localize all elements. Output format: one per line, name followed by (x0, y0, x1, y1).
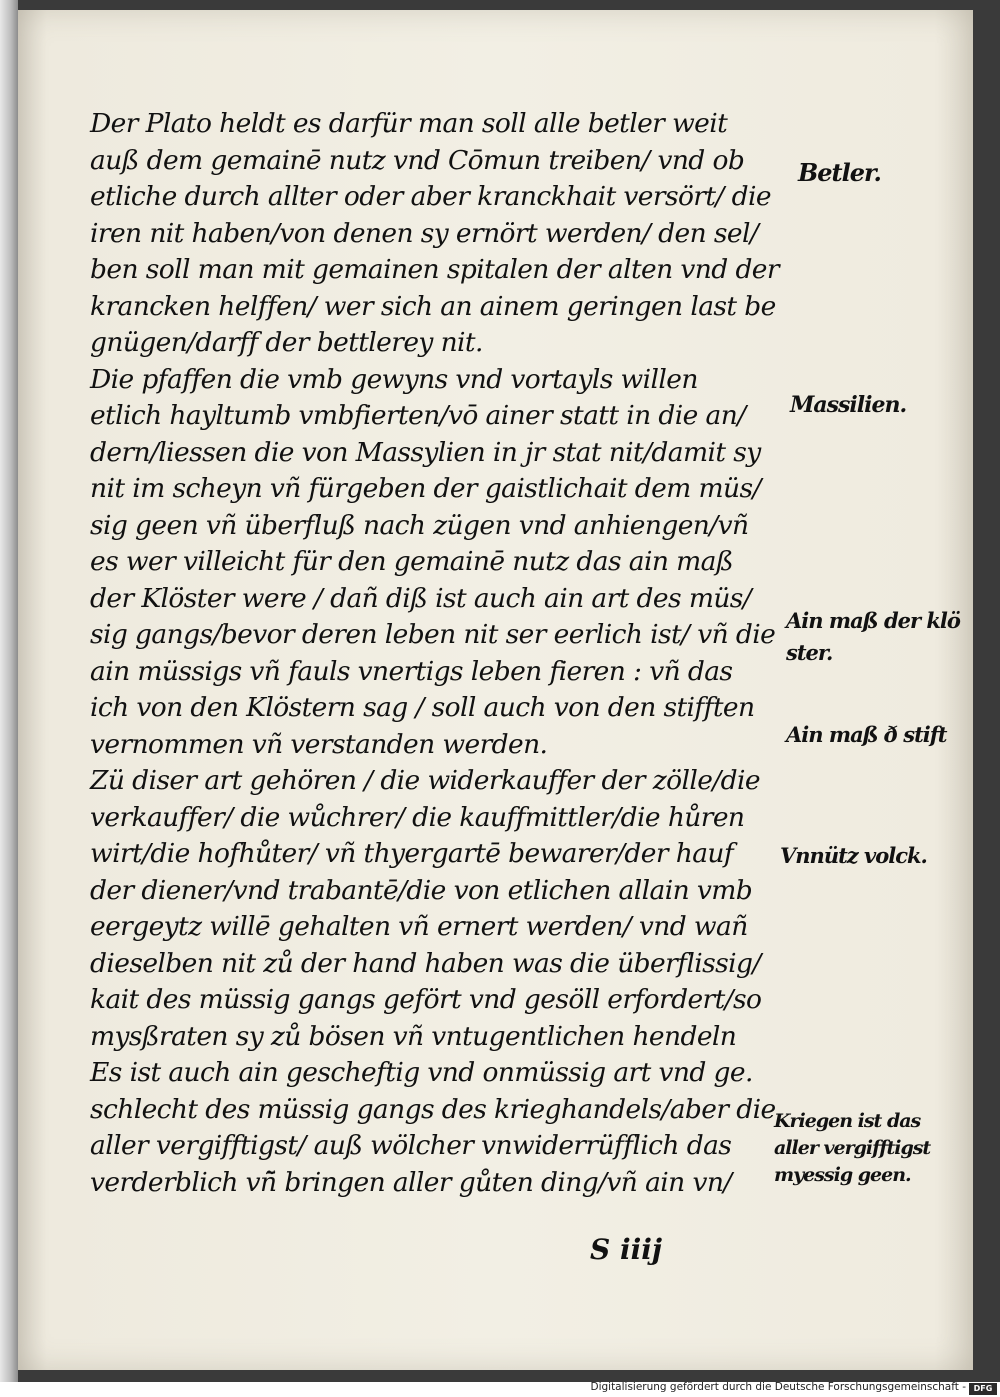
text-line: etliche durch allter oder aber kranckhait versört/ die (90, 181, 771, 212)
text-line: Der Plato heldt es darfür man soll alle betler weit (90, 108, 728, 139)
main-text-block (90, 106, 780, 1201)
text-line: sig geen vñ überfluß nach zügen vnd anhiengen/vñ (90, 509, 749, 541)
text-line: Die pfaffen die vmb gewyns vnd vortayls willen (90, 363, 698, 395)
text-line: kait des müssig gangs gefört vnd gesöll erfordert/so (90, 984, 762, 1015)
margin-note-line: ster. (786, 640, 833, 665)
margin-note-massilien: Massilien. (790, 392, 907, 418)
text-line: aller vergifftigst/ auß wölcher vnwiderrüfflich das (90, 1130, 732, 1161)
text-line: schlecht des müssig gangs des krieghandels/aber die (90, 1093, 776, 1125)
margin-note-line: Kriegen ist das (774, 1110, 921, 1132)
text-line: verderblich vñ̄ bringen aller gůten ding/vñ ain vn/ (90, 1166, 732, 1198)
text-line: verkauffer/ die wůchrer/ die kauffmittler/die hůren (90, 801, 745, 833)
text-line: Es ist auch ain gescheftig vnd onmüssig art vnd ge. (90, 1057, 753, 1088)
text-line: auß dem gemainē nutz vnd Cōmun treiben/ vnd ob (90, 144, 745, 176)
margin-note-stift: Ain maß ð stift (786, 722, 947, 747)
text-line: etlich hayltumb vmbfierten/vō ainer statt in die an/ (90, 400, 746, 431)
margin-note-kloster (786, 605, 960, 669)
text-line: gnügen/darff der bettlerey nit. (90, 327, 483, 358)
text-line: ain müssigs vñ fauls vnertigs leben fieren : vñ das (90, 655, 733, 687)
text-line: eergeytz willē gehalten vñ ernert werden/ vnd wañ (90, 911, 748, 942)
text-line: wirt/die hofhůter/ vñ thyergartē bewarer/der hauf (90, 838, 734, 869)
text-line: ich von den Klöstern sag / soll auch von den stifften (90, 692, 755, 723)
margin-note-line: myessig geen. (774, 1164, 911, 1186)
text-line: ben soll man mit gemainen spitalen der alten vnd der (90, 254, 779, 285)
text-line: mysßraten sy zů bösen vñ vntugentlichen hendeln (90, 1020, 737, 1052)
margin-note-betler: Betler. (798, 158, 881, 187)
text-line: krancken helffen/ wer sich an ainem geringen last be (90, 290, 776, 322)
text-line: es wer villeicht für den gemainē nutz das ain maß (90, 546, 733, 577)
text-line: nit im scheyn vñ fürgeben der gaistlichait dem müs/ (90, 473, 761, 504)
signature-mark: S iiij (590, 1233, 663, 1266)
text-line: der Klöster were / dañ diß ist auch ain art des müs/ (90, 582, 752, 614)
text-line: dieselben nit zů der hand haben was die überflissig/ (90, 947, 761, 979)
text-line: dern/liessen die von Massylien in jr stat nit/damit sy (90, 436, 761, 468)
text-line: der diener/vnd trabantē/die von etlichen allain vmb (90, 874, 753, 906)
text-line: iren nit haben/von denen sy ernört werden/ den sel/ (90, 217, 759, 249)
dfg-logo: DFG (969, 1383, 997, 1395)
text-line: Zü diser art gehören / die widerkauffer der zölle/die (90, 765, 760, 796)
margin-note-kriegen (774, 1108, 930, 1189)
text-line: vernommen vñ verstanden werden. (90, 728, 548, 760)
margin-note-line: Ain maß der klö (786, 608, 960, 633)
book-edge (0, 0, 18, 1382)
footer-credit: Digitalisierung gefördert durch die Deutsche Forschungsgemeinschaft - (590, 1381, 966, 1393)
margin-note-line: aller vergifftigst (774, 1137, 931, 1159)
text-line: sig gangs/bevor deren leben nit ser eerlich ist/ vñ die (90, 619, 776, 650)
margin-note-volck: Vnnütz volck. (780, 843, 927, 868)
